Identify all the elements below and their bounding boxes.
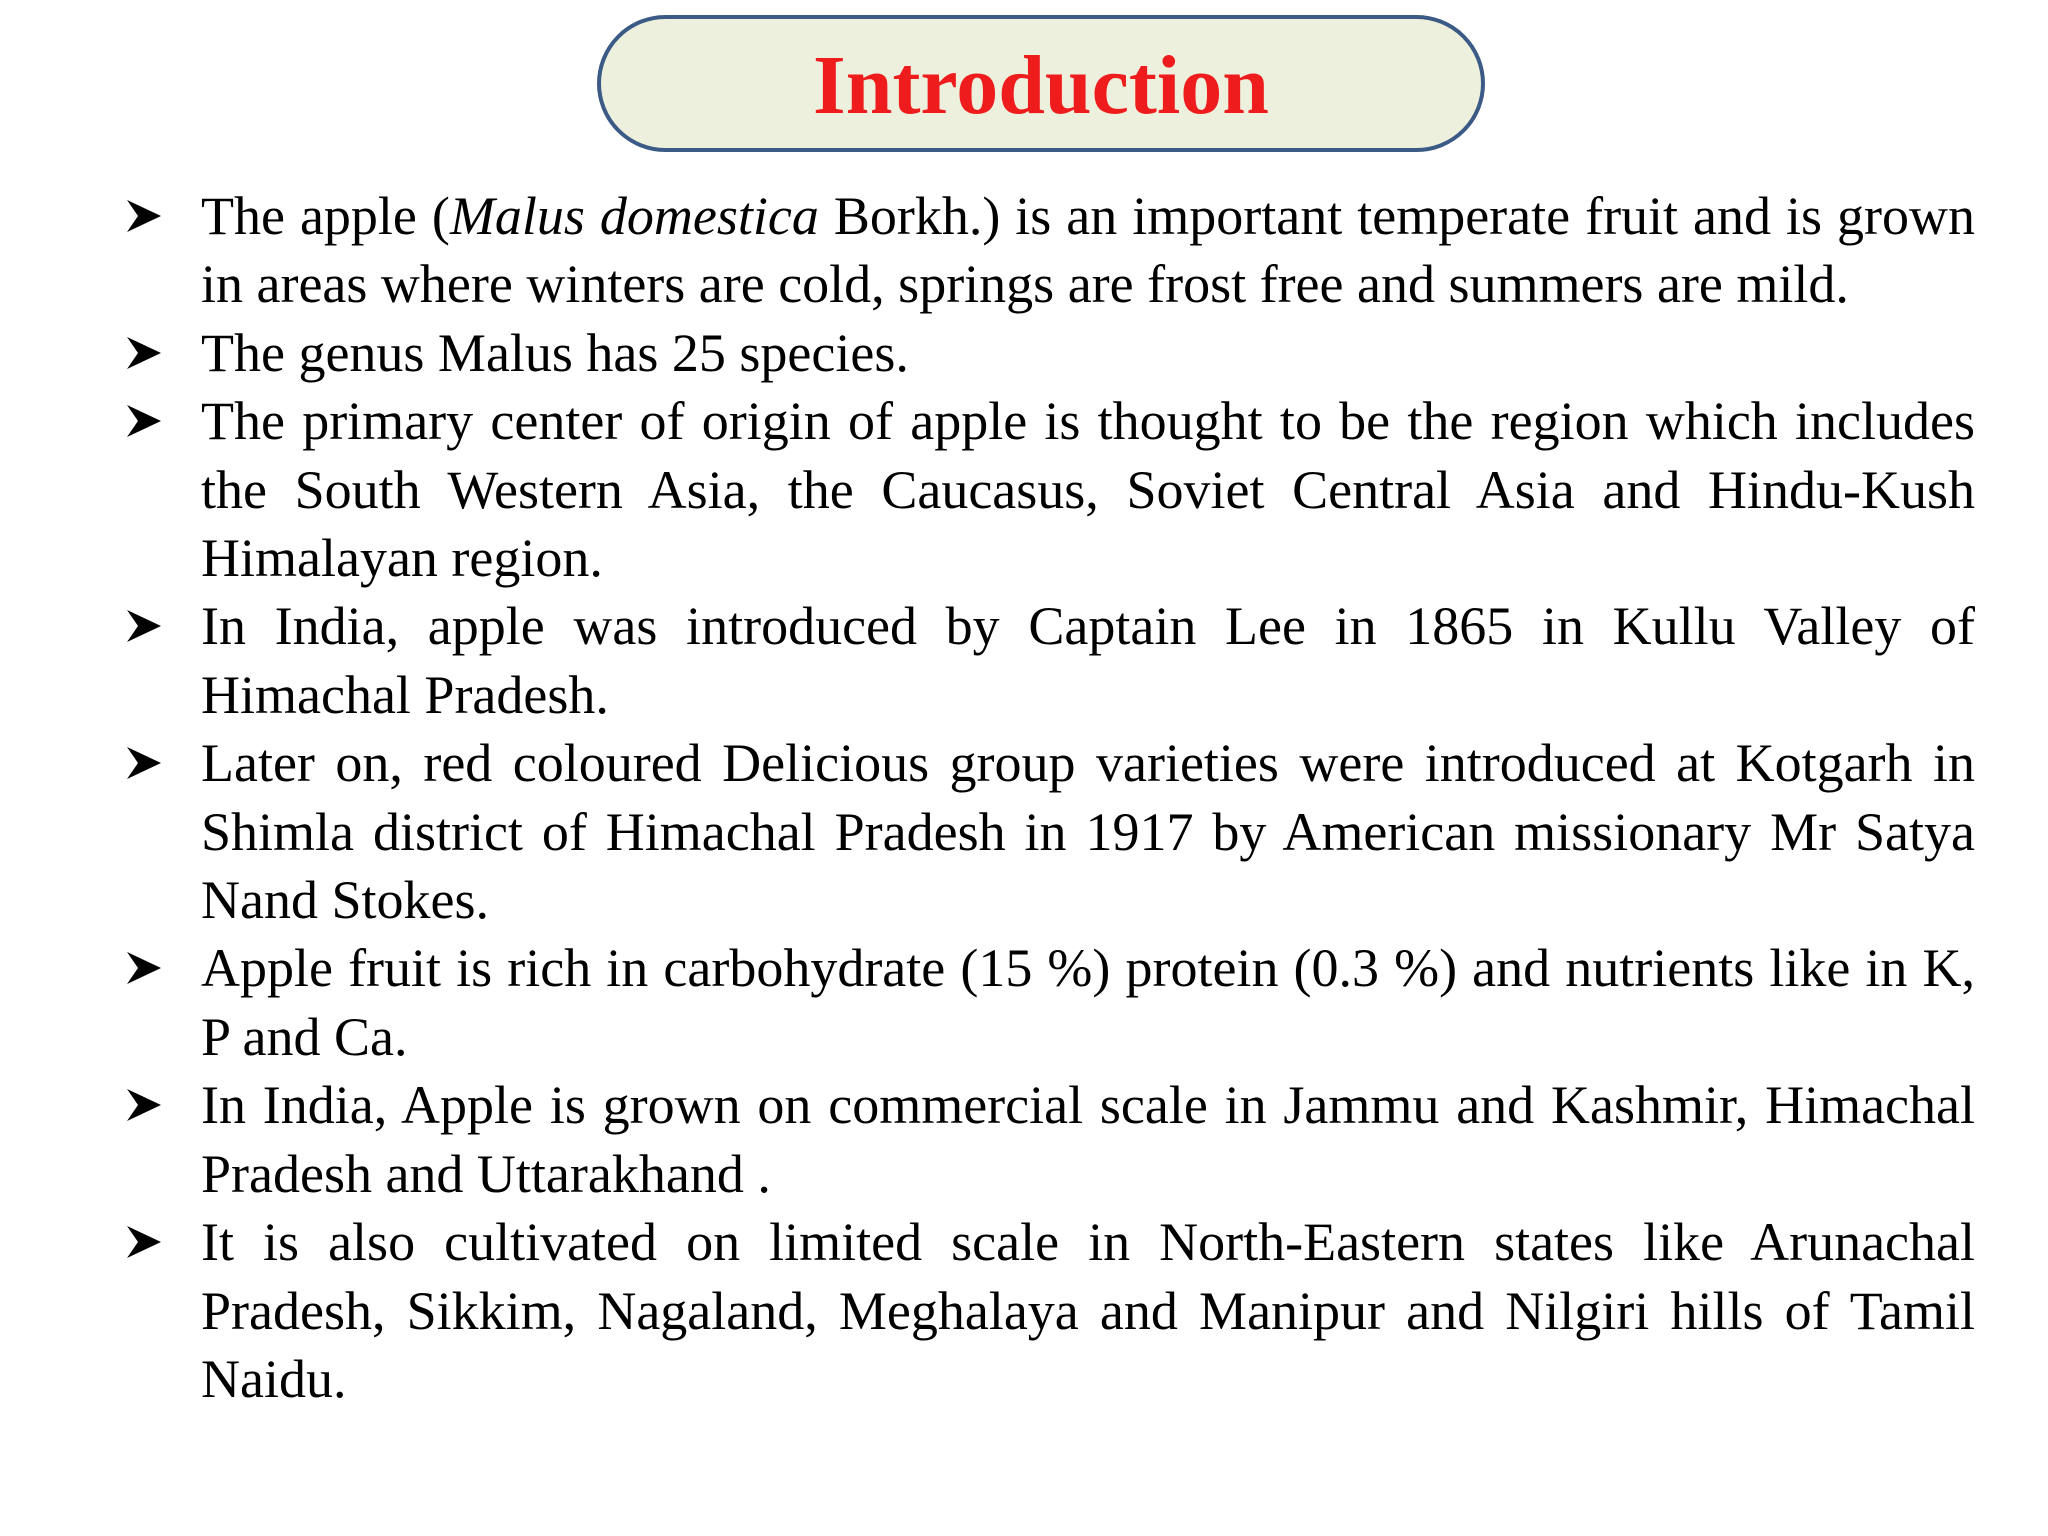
- bullet-text: In India, apple was introduced by Captain Lee in 1865 in Kullu Valley of Himachal Pradesh.: [201, 596, 1975, 725]
- arrowhead-bullet-icon: [125, 934, 201, 1002]
- title-banner: [597, 15, 1485, 152]
- bullet-list: [125, 182, 1975, 1413]
- slide-title: Introduction: [813, 38, 1269, 132]
- list-item: [125, 934, 1975, 1071]
- arrowhead-bullet-icon: [125, 1208, 201, 1276]
- list-item: [125, 1208, 1975, 1413]
- bullet-text: In India, Apple is grown on commercial scale in Jammu and Kashmir, Himachal Pradesh and Uttarakhand .: [201, 1075, 1975, 1204]
- bullet-text: Later on, red coloured Delicious group varieties were introduced at Kotgarh in Shimla district of Himachal Pradesh in 1917 by American missionary Mr Satya Nand Stokes.: [201, 733, 1975, 931]
- bullet-text: The apple (Malus domestica Borkh.) is an important temperate fruit and is grown in areas where winters are cold, springs are frost free and summers are mild.: [201, 186, 1976, 315]
- bullet-text: Apple fruit is rich in carbohydrate (15 %) protein (0.3 %) and nutrients like in K, P and Ca.: [201, 938, 1975, 1067]
- list-item: [125, 387, 1975, 592]
- arrowhead-bullet-icon: [125, 1071, 201, 1139]
- arrowhead-bullet-icon: [125, 729, 201, 797]
- bullet-text: The genus Malus has 25 species.: [201, 322, 909, 383]
- arrowhead-bullet-icon: [125, 592, 201, 660]
- arrowhead-bullet-icon: [125, 387, 201, 455]
- list-item: [125, 319, 1975, 387]
- bullet-text: The primary center of origin of apple is thought to be the region which includes the South Western Asia, the Caucasus, Soviet Central Asia and Hindu-Kush Himalayan region.: [201, 391, 1975, 589]
- botanical-name: Malus domestica: [449, 186, 819, 246]
- arrowhead-bullet-icon: [125, 182, 201, 250]
- list-item: [125, 592, 1975, 729]
- bullet-text: It is also cultivated on limited scale in North-Eastern states like Arunachal Pradesh, Sikkim, Nagaland, Meghalaya and Manipur and Nilgiri hills of Tamil Naidu.: [201, 1212, 1975, 1409]
- arrowhead-bullet-icon: [125, 319, 201, 387]
- list-item: [125, 182, 1975, 319]
- list-item: [125, 729, 1975, 934]
- list-item: [125, 1071, 1975, 1208]
